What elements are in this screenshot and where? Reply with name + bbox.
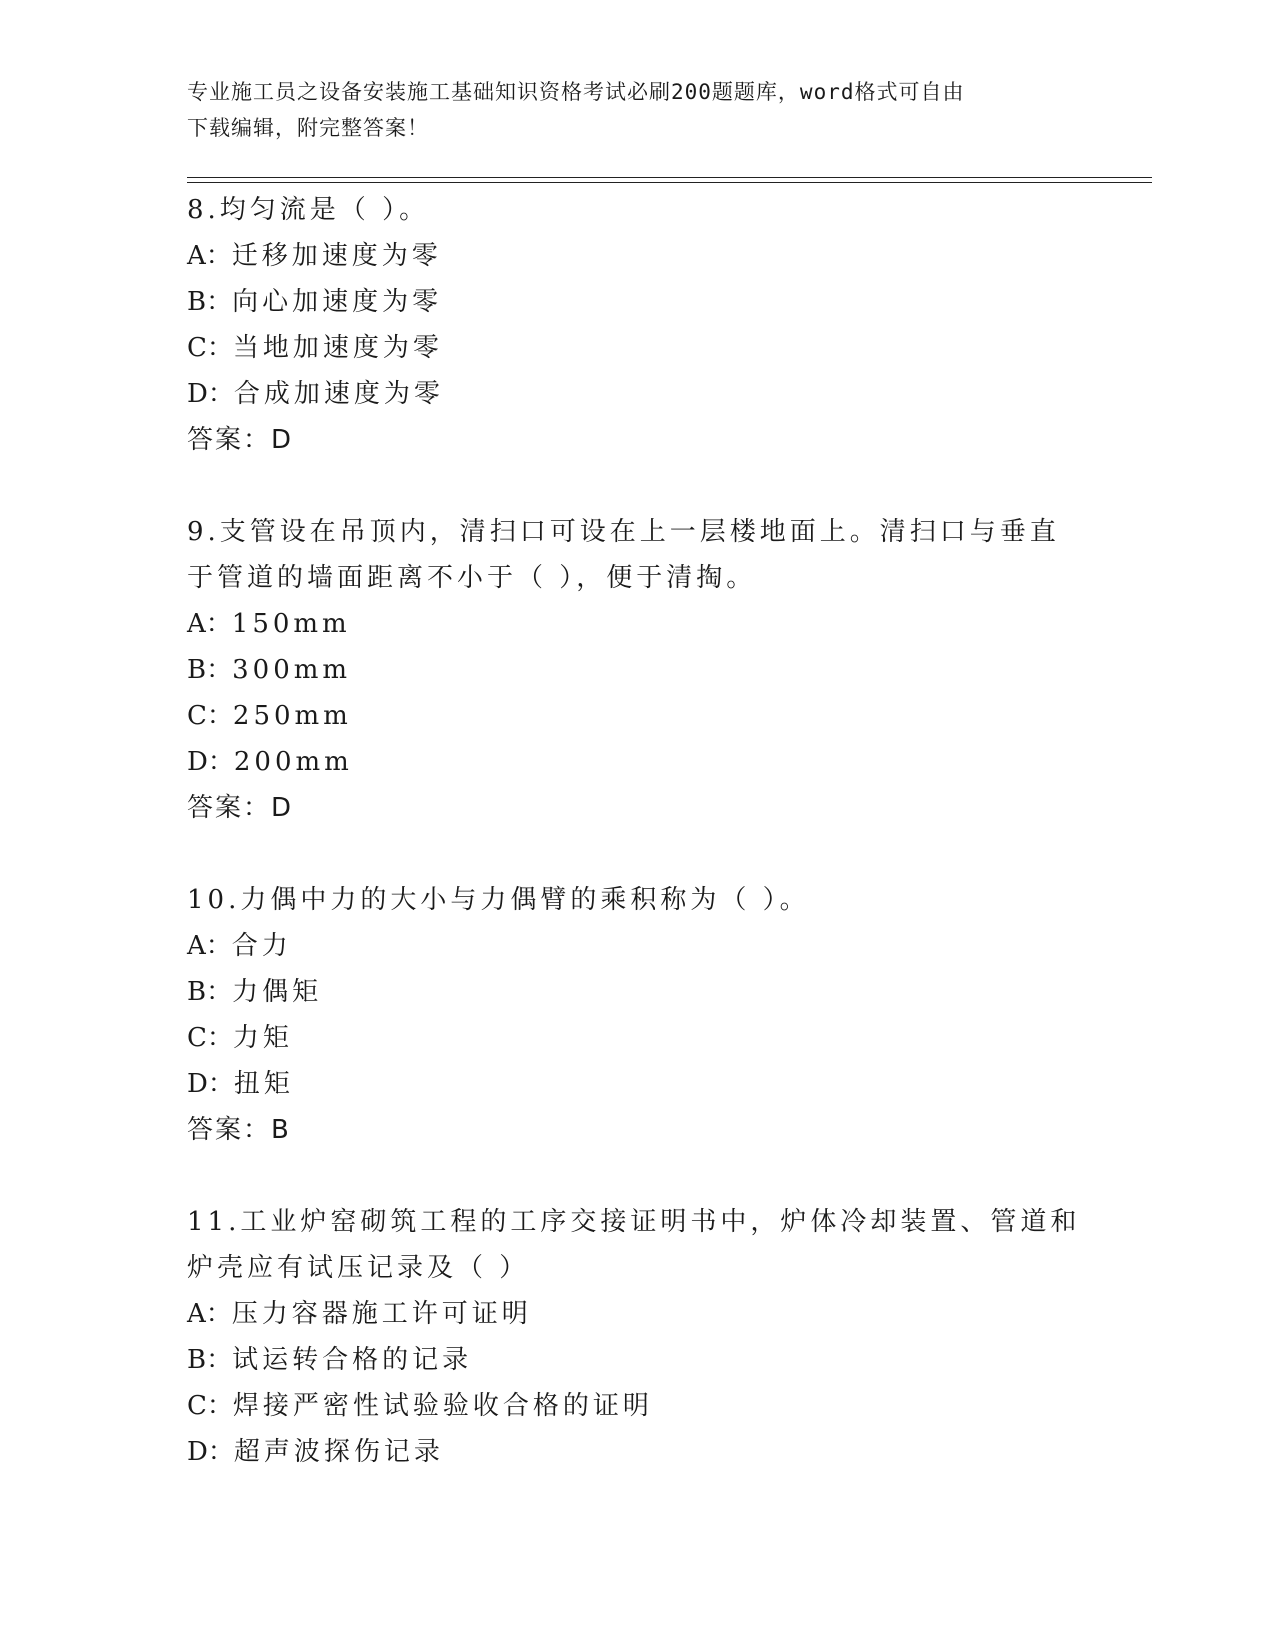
option-text: 力偶矩 (232, 977, 323, 1007)
option-letter: B： (187, 977, 233, 1007)
question-9 (187, 509, 1087, 831)
option-text: 300mm (232, 655, 352, 685)
question-text: 9.支管设在吊顶内，清扫口可设在上一层楼地面上。清扫口与垂直于管道的墙面距离不小于（ ），便于清掏。 (187, 517, 1060, 593)
option-d (187, 371, 1087, 417)
option-c (187, 1015, 1087, 1061)
option-letter: C： (187, 333, 233, 363)
question-list (187, 187, 1087, 1521)
option-letter: B： (187, 287, 233, 317)
question-text: 8.均匀流是（ ）。 (187, 195, 430, 225)
document-header (187, 74, 1067, 146)
question-8 (187, 187, 1087, 463)
option-text: 250mm (232, 701, 352, 731)
option-letter: B： (187, 655, 233, 685)
option-b (187, 1337, 1087, 1383)
option-text: 向心加速度为零 (232, 287, 443, 317)
option-c (187, 325, 1087, 371)
option-b (187, 969, 1087, 1015)
option-c (187, 693, 1087, 739)
question-text: 10.力偶中力的大小与力偶臂的乘积称为（ ）。 (187, 885, 810, 915)
question-10 (187, 877, 1087, 1153)
option-letter: A： (187, 241, 232, 271)
option-a (187, 233, 1087, 279)
option-letter: C： (187, 1023, 233, 1053)
option-text: 力矩 (232, 1023, 293, 1053)
option-letter: D： (187, 747, 234, 777)
option-letter: D： (187, 1069, 234, 1099)
option-text: 压力容器施工许可证明 (231, 1299, 532, 1329)
option-letter: D： (187, 379, 234, 409)
option-text: 焊接严密性试验验收合格的证明 (232, 1391, 653, 1421)
option-a (187, 601, 1087, 647)
option-d (187, 1429, 1087, 1475)
option-text: 150mm (231, 609, 351, 639)
option-text: 合力 (231, 931, 292, 961)
option-b (187, 279, 1087, 325)
answer-line: 答案：B (187, 1115, 291, 1145)
option-letter: A： (187, 1299, 232, 1329)
answer-line: 答案：D (187, 793, 294, 823)
option-d (187, 1061, 1087, 1107)
option-a (187, 1291, 1087, 1337)
option-letter: C： (187, 1391, 233, 1421)
option-a (187, 923, 1087, 969)
header-divider-top (187, 177, 1152, 178)
question-11 (187, 1199, 1087, 1475)
header-line-1: 专业施工员之设备安装施工基础知识资格考试必刷200题题库，word格式可自由 (187, 80, 965, 104)
option-text: 扭矩 (233, 1069, 294, 1099)
answer-line: 答案：D (187, 425, 294, 455)
header-line-2: 下载编辑，附完整答案！ (187, 116, 429, 140)
option-letter: A： (187, 931, 232, 961)
header-divider-bottom (187, 182, 1152, 183)
option-text: 超声波探伤记录 (233, 1437, 444, 1467)
option-b (187, 647, 1087, 693)
option-c (187, 1383, 1087, 1429)
option-text: 合成加速度为零 (233, 379, 444, 409)
option-d (187, 739, 1087, 785)
option-letter: B： (187, 1345, 233, 1375)
option-text: 200mm (233, 747, 353, 777)
option-text: 试运转合格的记录 (232, 1345, 473, 1375)
option-letter: A： (187, 609, 232, 639)
option-letter: D： (187, 1437, 234, 1467)
option-text: 当地加速度为零 (232, 333, 443, 363)
question-text: 11.工业炉窑砌筑工程的工序交接证明书中，炉体冷却装置、管道和炉壳应有试压记录及（ ） (187, 1207, 1081, 1283)
option-text: 迁移加速度为零 (231, 241, 442, 271)
option-letter: C： (187, 701, 233, 731)
